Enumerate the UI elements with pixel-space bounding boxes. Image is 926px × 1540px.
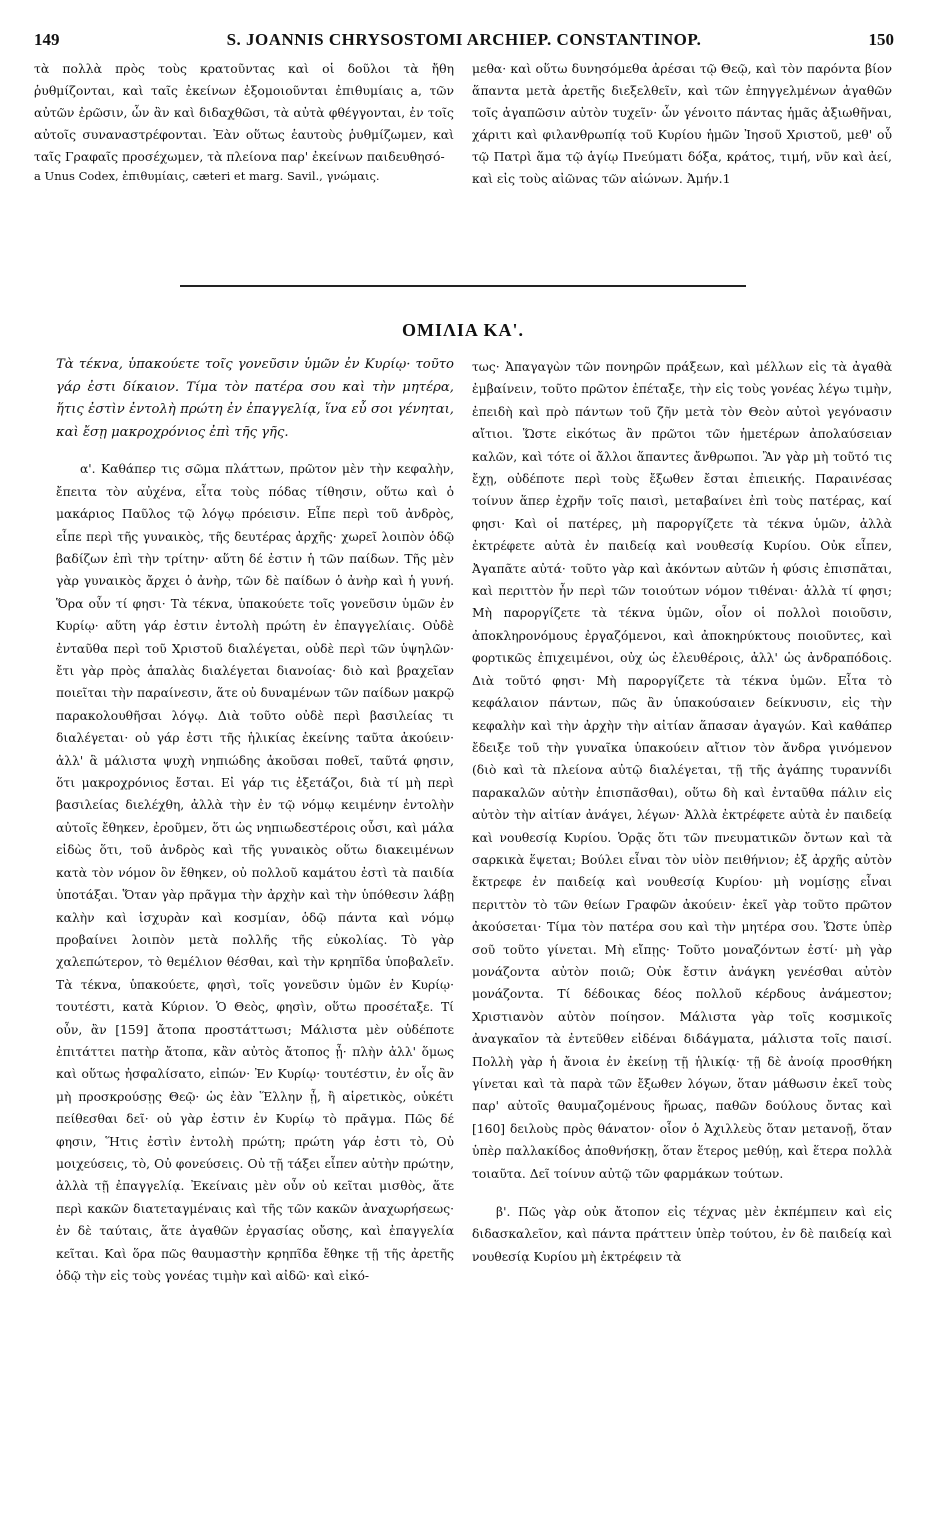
- scripture-quotation: Τὰ τέκνα, ὑπακούετε τοῖς γονεῦσιν ὑμῶν ἐν Κυρίῳ· τοῦτο γάρ ἐστι δίκαιον. Τίμα τὸν πατέρα σου καὶ τὴν μητέρα, ἥτις ἐστὶν ἐντολὴ πρώτη ἐν ἐπαγγελίᾳ, ἵνα εὖ σοι γένηται, καὶ ἔσῃ μακροχρόνιος ἐπὶ τῆς γῆς.: [56, 357, 454, 440]
- top-right-column: [472, 58, 892, 190]
- section-divider: [180, 285, 746, 287]
- top-left-column: [34, 58, 454, 185]
- main-left-column: [56, 354, 454, 1287]
- top-left-text: τὰ πολλὰ πρὸς τοὺς κρατοῦντας καὶ οἱ δοῦλοι τὰ ἤθη ῥυθμίζονται, καὶ ταῖς ἐκείνων ἐξομοιοῦνται ἐπιθυμίαις a, τῶν αὐτῶν ἐρῶσιν, ὧν ἂν καὶ διδαχθῶσι, τὰ αὐτὰ φθέγγονται, ἐν τοῖς αὐτοῖς συναναστρέφονται. Ἐὰν οὕτως ἑαυτοὺς ῥυθμίζωμεν, καὶ ταῖς Γραφαῖς προσέχωμεν, τὰ πλείονα παρ' ἐκείνων παιδευθησό-: [34, 61, 454, 164]
- main-right-column: [472, 356, 892, 1268]
- section-alpha-text: α'. Καθάπερ τις σῶμα πλάττων, πρῶτον μὲν τὴν κεφαλὴν, ἔπειτα τὸν αὐχένα, εἶτα τοὺς πόδας τίθησιν, οὕτω καὶ ὁ μακάριος Παῦλος τῷ λόγῳ πρόεισιν. Εἶπε περὶ τοῦ ἀνδρὸς, εἶπε περὶ τῆς γυναικὸς, τῆς δευτέρας ἀρχῆς· χωρεῖ λοιπὸν ὁδῷ βαδίζων ἐπὶ τὴν τρίτην· αὕτη δέ ἐστιν ἡ τῶν παίδων. Τῆς μὲν γὰρ γυναικὸς ἄρχει ὁ ἀνὴρ, τῶν δὲ παίδων ὁ ἀνὴρ καὶ ἡ γυνή. Ὅρα οὖν τί φησι· Τὰ τέκνα, ὑπακούετε τοῖς γονεῦσιν ὑμῶν ἐν Κυρίῳ· αὕτη γάρ ἐστιν ἐντολὴ πρώτη ἐν ἐπαγγελίαις. Οὐδὲ ἐνταῦθα περὶ τοῦ Χριστοῦ διαλέγεται, οὐδὲ περὶ τῶν ὑψηλῶν· ἔτι γὰρ πρὸς ἁπαλὰς διαλέγεται διανοίας· διὸ καὶ βραχεῖαν ποιεῖται τὴν παραίνεσιν, ἅτε οὐ δυναμένων τῶν παίδων μακρῷ παρακολουθῆσαι λόγῳ. Διὰ τοῦτο οὐδὲ περὶ βασιλείας τι διαλέγεται· οὐ γάρ ἐστι τῆς ἡλικίας ἐκείνης ταῦτα ἀκούειν· ἀλλ' ἃ μάλιστα ψυχὴ νηπιώδης ἀκοῦσαι ποθεῖ, ταῦτά φησιν, ὅτι μακροχρόνιος ἔσται. Εἰ γάρ τις ἐξετάζοι, διὰ τί μὴ περὶ βασιλείας διελέχθη, ἀλλὰ τὴν ἐν τῷ νόμῳ κειμένην ἐντολὴν αὐτοῖς ἔθηκεν, ἐροῦμεν, ὅτι ὡς νηπιωδεστέροις οὖσι, καὶ μάλα εἰδὼς ὅτι, τοῦ ἀνδρὸς καὶ τῆς γυναικὸς οὕτω διακειμένων κατὰ τὸν νόμον ὃν ἔθηκεν, οὐ πολλοῦ καμάτου ἐστὶ τὰ παιδία ὑποτάξαι. Ὅταν γὰρ πρᾶγμα τὴν ἀρχὴν καὶ τὴν ὑπόθεσιν λάβῃ καλὴν καὶ ἰσχυρὰν καὶ κοσμίαν, ὁδῷ πάντα καὶ νόμῳ προβαίνει λοιπὸν μετὰ πολλῆς τῆς εὐκολίας. Τὸ γὰρ χαλεπώτερον, τὸ θεμέλιον θέσθαι, καὶ τὴν κρηπῖδα ὑποβαλεῖν. Τὰ τέκνα, ὑπακούετε, φησὶ, τοῖς γονεῦσιν ὑμῶν ἐν Κυρίῳ· τουτέστι, κατὰ Κύριον. Ὁ Θεὸς, φησὶν, οὕτω προσέταξε. Τί οὖν, ἂν [159] ἄτοπα προστάττωσι; Μάλιστα μὲν οὐδέποτε ἐπιτάττει πατὴρ ἄτοπα, κἂν αὐτὸς ἄτοπος ᾖ· πλὴν ἀλλ' ὅμως καὶ οὕτως ἠσφαλίσατο, εἰπών· Ἐν Κυρίῳ· τουτέστιν, ἐν οἷς ἂν μὴ προσκρούσῃς Θεῷ· ὡς ἐὰν Ἕλλην ᾖ, ἢ αἱρετικὸς, οὐκέτι πείθεσθαι δεῖ· οὐ γὰρ ἐστιν ἐν Κυρίῳ τὸ πρᾶγμα. Πῶς δέ φησιν, Ἥτις ἐστὶν ἐντολὴ πρώτη; πρώτη γάρ ἐστι τὸ, Οὐ μοιχεύσεις, τὸ, Οὐ φονεύσεις. Οὐ τῇ τάξει εἶπεν αὐτὴν πρώτην, ἀλλὰ τῇ ἐπαγγελίᾳ. Ἐκείναις μὲν οὖν οὐ κεῖται μισθὸς, ἅτε περὶ κακῶν διατεταγμέναις καὶ τῆς τῶν κακῶν ἀναχωρήσεως· ἐν δὲ ταύταις, ἅτε ἀγαθῶν ἐργασίας οὔσης, καὶ ἐπαγγελία κεῖται. Καὶ ὅρα πῶς θαυμαστὴν κρηπῖδα ἔθηκε τῇ τῆς ἀρετῆς ὁδῷ τὴν εἰς τοὺς γονέας τιμὴν καὶ αἰδῶ· καὶ εἰκό-: [56, 462, 454, 1283]
- page-number-right: 150: [868, 30, 894, 49]
- page-number-left: 149: [34, 30, 60, 49]
- main-right-text: τως· Ἀπαγαγὼν τῶν πονηρῶν πράξεων, καὶ μέλλων εἰς τὰ ἀγαθὰ ἐμβαίνειν, τοῦτο πρῶτον ἐπέταξε, τὴν εἰς τοὺς γονέας λέγω τιμὴν, ἐπειδὴ καὶ πρὸ πάντων τοῦ ζῆν μετὰ τὸν Θεὸν αὐτοὶ γεγόνασιν αἴτιοι. Ὥστε εἰκότως ἂν πρῶτοι τῶν ἡμετέρων ἀπολαύσειαν καλῶν, καὶ τότε οἱ ἄλλοι ἅπαντες ἄνθρωποι. Ἂν γὰρ μὴ τοῦτό τις ἔχῃ, οὐδέποτε περὶ τοὺς ἔξωθεν ἔσται ἐπιεικής. Παραινέσας τοίνυν ἅπερ ἐχρῆν τοῖς παισὶ, μεταβαίνει ἐπὶ τοὺς πατέρας, καί φησι· Καὶ οἱ πατέρες, μὴ παροργίζετε τὰ τέκνα ὑμῶν, ἀλλὰ ἐκτρέφετε αὐτὰ ἐν παιδείᾳ καὶ νουθεσίᾳ Κυρίου. Οὐκ εἶπεν, Ἀγαπᾶτε αὐτά· τοῦτο γὰρ καὶ ἀκόντων αὐτῶν ἡ φύσις ἐπισπᾶται, καὶ περιττὸν ἦν περὶ τῶν τοιούτων νόμον τιθέναι· ἀλλὰ τί φησι; Μὴ παροργίζετε τὰ τέκνα ὑμῶν, οἷον οἱ πολλοὶ ποιοῦσιν, ἀποκληρονόμους ἐργαζόμενοι, καὶ ἀποκηρύκτους ποιοῦντες, καὶ φορτικῶς ἐπιχειμένοι, οὐχ ὡς ἐλευθέροις, ἀλλ' ὡς ἀνδραπόδοις. Διὰ τοῦτό φησι· Μὴ παροργίζετε τὰ τέκνα ὑμῶν. Εἶτα τὸ κεφάλαιον πάντων, πῶς ἂν ὑπακούσαιεν δείκνυσιν, εἰς τὴν κεφαλὴν καὶ τὴν ἀρχὴν τὴν αἰτίαν ἅπασαν ἀγαγών. Καὶ καθάπερ ἔδειξε τοῦ τὴν γυναῖκα ὑπακούειν αἴτιον τὸν ἄνδρα γινόμενον (διὸ καὶ τὰ πλείονα αὐτῷ διαλέγεται, τῇ τῆς ἀγάπης τυραννίδι παρακαλῶν αὐτὴν ἐπισπᾶσθαι), οὕτω δὴ καὶ ἐνταῦθα πάλιν εἰς αὐτὸν τὴν αἰτίαν ἀνάγει, λέγων· Ἀλλὰ ἐκτρέφετε αὐτὰ ἐν παιδείᾳ καὶ νουθεσίᾳ Κυρίου. Ὁρᾷς ὅτι τῶν πνευματικῶν ὄντων καὶ τὰ σαρκικὰ ἕψεται; Βούλει εἶναι τὸν υἱὸν πειθήνιον; ἐξ ἀρχῆς αὐτὸν ἔκτρεφε ἐν παιδείᾳ καὶ νουθεσίᾳ Κυρίου· μὴ νομίσῃς εἶναι περιττὸν τὸ τῶν θείων Γραφῶν ἀκούειν· ἐκεῖ γὰρ τοῦτο πρῶτον ἀκούσεται· Τίμα τὸν πατέρα σου καὶ τὴν μητέρα σου. Ὥστε ὑπὲρ σοῦ τοῦτο γίνεται. Μὴ εἴπῃς· Τοῦτο μοναζόντων ἐστί· μὴ γὰρ μονάζοντα αὐτὸν ποιῶ; Οὐκ ἔστιν ἀνάγκη γενέσθαι αὐτὸν μονάζοντα. Τί δέδοικας δέος πολλοῦ κέρδους ἀνάμεστον; Χριστιανὸν αὐτὸν ποίησον. Μάλιστα γὰρ τοῖς κοσμικοῖς ἀναγκαῖον τὰ ἐντεῦθεν εἰδέναι διδάγματα, μάλιστα τοῖς παισί. Πολλὴ γὰρ ἡ ἄνοια ἐν ἐκείνῃ τῇ ἡλικίᾳ· τῇ δὲ ἀνοίᾳ προσθήκη γίνεται καὶ τὰ παρὰ τῶν ἔξωθεν λόγων, ὅταν μάθωσιν ἐκεῖ τοὺς παρ' αὐτοῖς θαυμαζομένους ἥρωας, παθῶν δούλους ὄντας καὶ [160] δειλοὺς πρὸς θάνατον· οἷον ὁ Ἀχιλλεὺς ὅταν μετανοῇ, ὅταν ὑπὲρ παλλακίδος ἀποθνήσκῃ, ὅταν ἕτερος μεθύῃ, καὶ ἕτερα πολλὰ τοιαῦτα. Δεῖ τοίνυν αὐτῷ τῶν φαρμάκων τούτων.: [472, 360, 892, 1181]
- homily-title: ΟΜΙΛΙΑ ΚΑ'.: [402, 320, 524, 340]
- footnote: a Unus Codex, ἐπιθυμίαις, cæteri et marg. Savil., γνώμαις.: [34, 169, 380, 183]
- running-header: [34, 30, 894, 54]
- section-beta-text: β'. Πῶς γὰρ οὐκ ἄτοπον εἰς τέχνας μὲν ἐκπέμπειν καὶ εἰς διδασκαλεῖον, καὶ πάντα πράττειν ὑπὲρ τούτου, ἐν δὲ παιδείᾳ καὶ νουθεσίᾳ Κυρίου μὴ ἐκτρέφειν τὰ: [472, 1205, 892, 1264]
- top-right-text: μεθα· καὶ οὕτω δυνησόμεθα ἀρέσαι τῷ Θεῷ, καὶ τὸν παρόντα βίον ἅπαντα μετὰ ἀρετῆς διεξελθεῖν, καὶ τῶν ἐπηγγελμένων ἀγαθῶν τοῖς ἀγαπῶσιν αὐτὸν τυχεῖν· ὧν γένοιτο πάντας ἡμᾶς ἀξιωθῆναι, χάριτι καὶ φιλανθρωπίᾳ τοῦ Κυρίου ἡμῶν Ἰησοῦ Χριστοῦ, μεθ' οὗ τῷ Πατρὶ ἅμα τῷ ἁγίῳ Πνεύματι δόξα, κράτος, τιμή, νῦν καὶ ἀεί, καὶ εἰς τοὺς αἰῶνας τῶν αἰώνων. Ἀμήν.1: [472, 61, 892, 186]
- running-title: S. JOANNIS CHRYSOSTOMI ARCHIEP. CONSTANTINOP.: [226, 30, 702, 49]
